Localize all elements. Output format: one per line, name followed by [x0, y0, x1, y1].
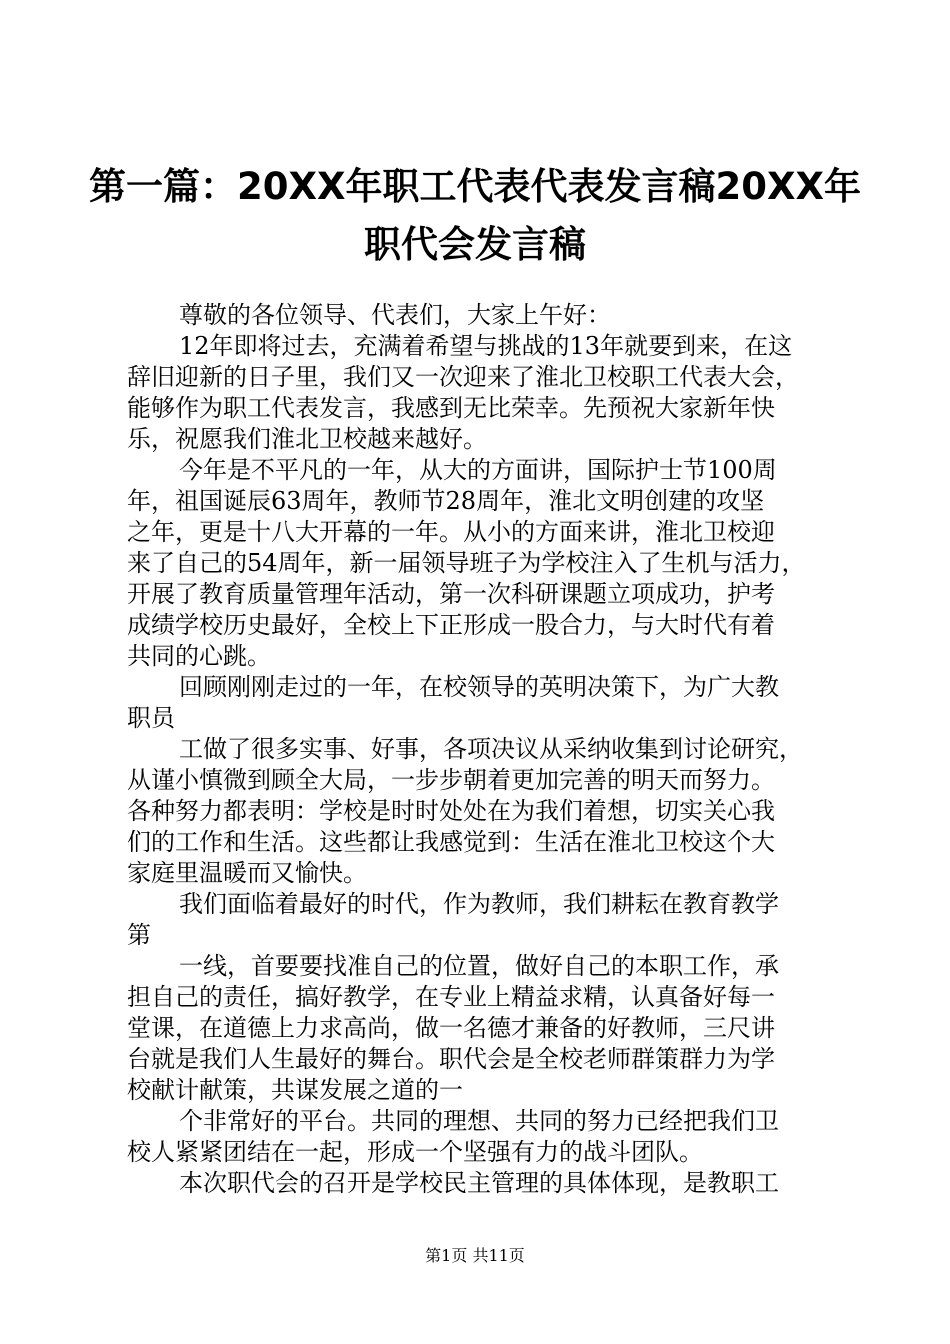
text-line: 第 — [127, 921, 151, 949]
text-line: 们的工作和生活。这些都让我感觉到：生活在淮北卫校这个大 — [127, 828, 775, 856]
text-line: 尊敬的各位领导、代表们，大家上午好： — [179, 301, 611, 329]
text-line: 各种努力都表明：学校是时时处处在为我们着想，切实关心我 — [127, 797, 775, 825]
text-line: 12年即将过去，充满着希望与挑战的13年就要到来，在这 — [179, 332, 793, 360]
title-line-1: 第一篇：20XX年职工代表代表发言稿20XX年 — [88, 165, 862, 208]
text-line: 台就是我们人生最好的舞台。职代会是全校老师群策群力为学 — [127, 1045, 775, 1073]
text-line: 工做了很多实事、好事，各项决议从采纳收集到讨论研究， — [179, 735, 803, 763]
text-line: 家庭里温暖而又愉快。 — [127, 859, 367, 887]
text-line: 回顾刚刚走过的一年，在校领导的英明决策下，为广大教 — [179, 673, 779, 701]
text-line: 来了自己的54周年，新一届领导班子为学校注入了生机与活力， — [127, 549, 806, 577]
text-line: 本次职代会的召开是学校民主管理的具体体现，是教职工 — [179, 1169, 779, 1197]
page-footer: 第1页 共11页 — [425, 1246, 525, 1265]
text-line: 校献计献策，共谋发展之道的一 — [127, 1076, 463, 1104]
text-line: 从谨小慎微到顾全大局，一步步朝着更加完善的明天而努力。 — [127, 766, 775, 794]
text-line: 乐，祝愿我们淮北卫校越来越好。 — [127, 425, 487, 453]
text-line: 能够作为职工代表发言，我感到无比荣幸。先预祝大家新年快 — [127, 394, 775, 422]
title-line-2: 职代会发言稿 — [364, 223, 586, 266]
text-line: 校人紧紧团结在一起，形成一个坚强有力的战斗团队。 — [127, 1138, 703, 1166]
document-body — [127, 300, 833, 1199]
text-line: 今年是不平凡的一年，从大的方面讲，国际护士节100周 — [179, 456, 777, 484]
text-line: 个非常好的平台。共同的理想、共同的努力已经把我们卫 — [179, 1107, 779, 1135]
text-line: 一线，首要要找准自己的位置，做好自己的本职工作，承 — [179, 952, 779, 980]
document-title — [0, 158, 950, 274]
text-line: 职员 — [127, 704, 175, 732]
text-line: 成绩学校历史最好，全校上下正形成一股合力，与大时代有着 — [127, 611, 775, 639]
text-line: 之年，更是十八大开幕的一年。从小的方面来讲，淮北卫校迎 — [127, 518, 775, 546]
text-line: 共同的心跳。 — [127, 642, 271, 670]
text-line: 堂课，在道德上力求高尚，做一名德才兼备的好教师，三尺讲 — [127, 1014, 775, 1042]
text-line: 担自己的责任，搞好教学，在专业上精益求精，认真备好每一 — [127, 983, 775, 1011]
text-line: 开展了教育质量管理年活动，第一次科研课题立项成功，护考 — [127, 580, 775, 608]
text-line: 年，祖国诞辰63周年，教师节28周年，淮北文明创建的攻坚 — [127, 487, 765, 515]
text-line: 辞旧迎新的日子里，我们又一次迎来了淮北卫校职工代表大会， — [127, 363, 799, 391]
text-line: 我们面临着最好的时代，作为教师，我们耕耘在教育教学 — [179, 890, 779, 918]
